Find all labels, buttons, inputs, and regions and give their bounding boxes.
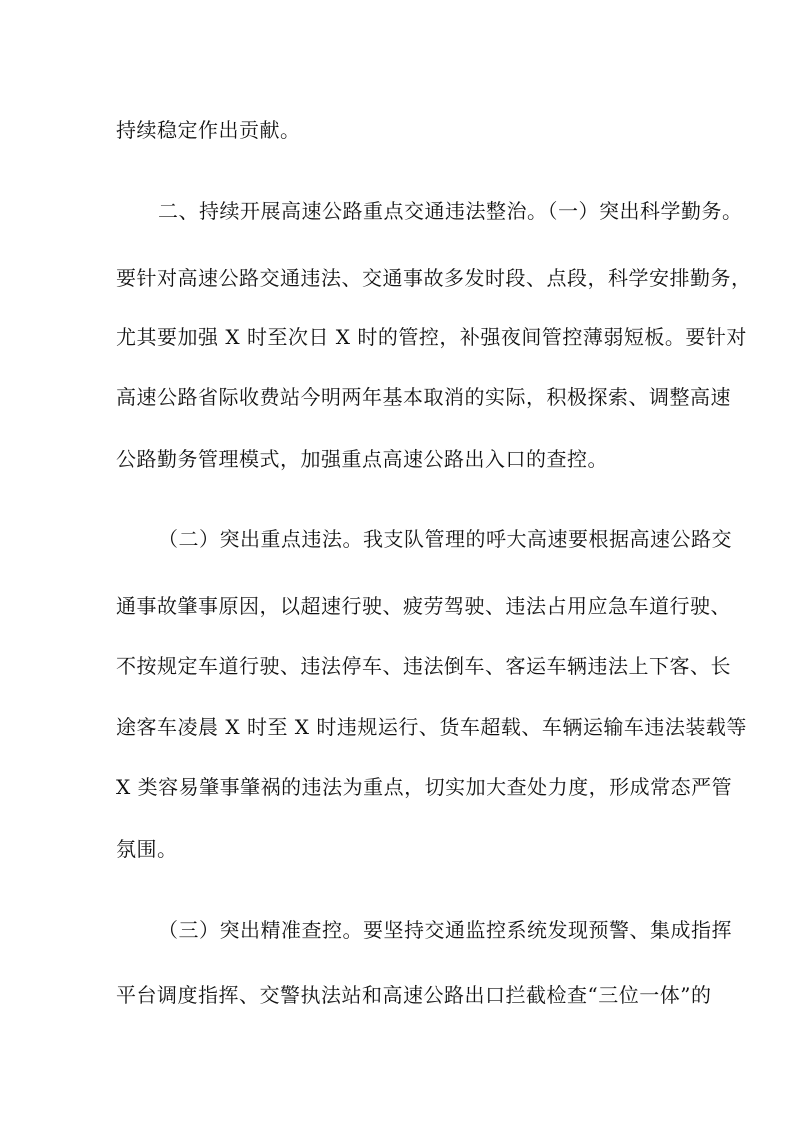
text-line: X 类容易肇事肇祸的违法为重点，切实加大查处力度，形成常态严管 [116, 775, 733, 799]
text-line: 通事故肇事原因，以超速行驶、疲劳驾驶、违法占用应急车道行驶、 [116, 594, 731, 618]
text-line: 要针对高速公路交通违法、交通事故多发时段、点段，科学安排勤务， [116, 266, 752, 290]
text-line: 途客车凌晨 X 时至 X 时违规运行、货车超载、车辆运输车违法装载等 [116, 715, 747, 739]
text-line: 尤其要加强 X 时至次日 X 时的管控，补强夜间管控薄弱短板。要针对 [116, 325, 747, 349]
text-line: 氛围。 [116, 837, 178, 861]
text-line: 公路勤务管理模式，加强重点高速公路出入口的查控。 [116, 447, 608, 471]
text-line: 平台调度指挥、交警执法站和高速公路出口拦截检查“三位一体”的 [116, 983, 712, 1007]
text-line: 不按规定车道行驶、违法停车、违法倒车、客运车辆违法上下客、长 [116, 654, 731, 678]
text-line: 高速公路省际收费站今明两年基本取消的实际，积极探索、调整高速 [116, 385, 731, 409]
paragraph-start-line: （三）突出精准查控。要坚持交通监控系统发现预警、集成指挥 [158, 918, 732, 942]
paragraph-start-line: （二）突出重点违法。我支队管理的呼大高速要根据高速公路交 [158, 527, 732, 551]
text-line: 持续稳定作出贡献。 [116, 118, 301, 142]
section-heading-line: 二、持续开展高速公路重点交通违法整治。（一）突出科学勤务。 [158, 199, 743, 223]
